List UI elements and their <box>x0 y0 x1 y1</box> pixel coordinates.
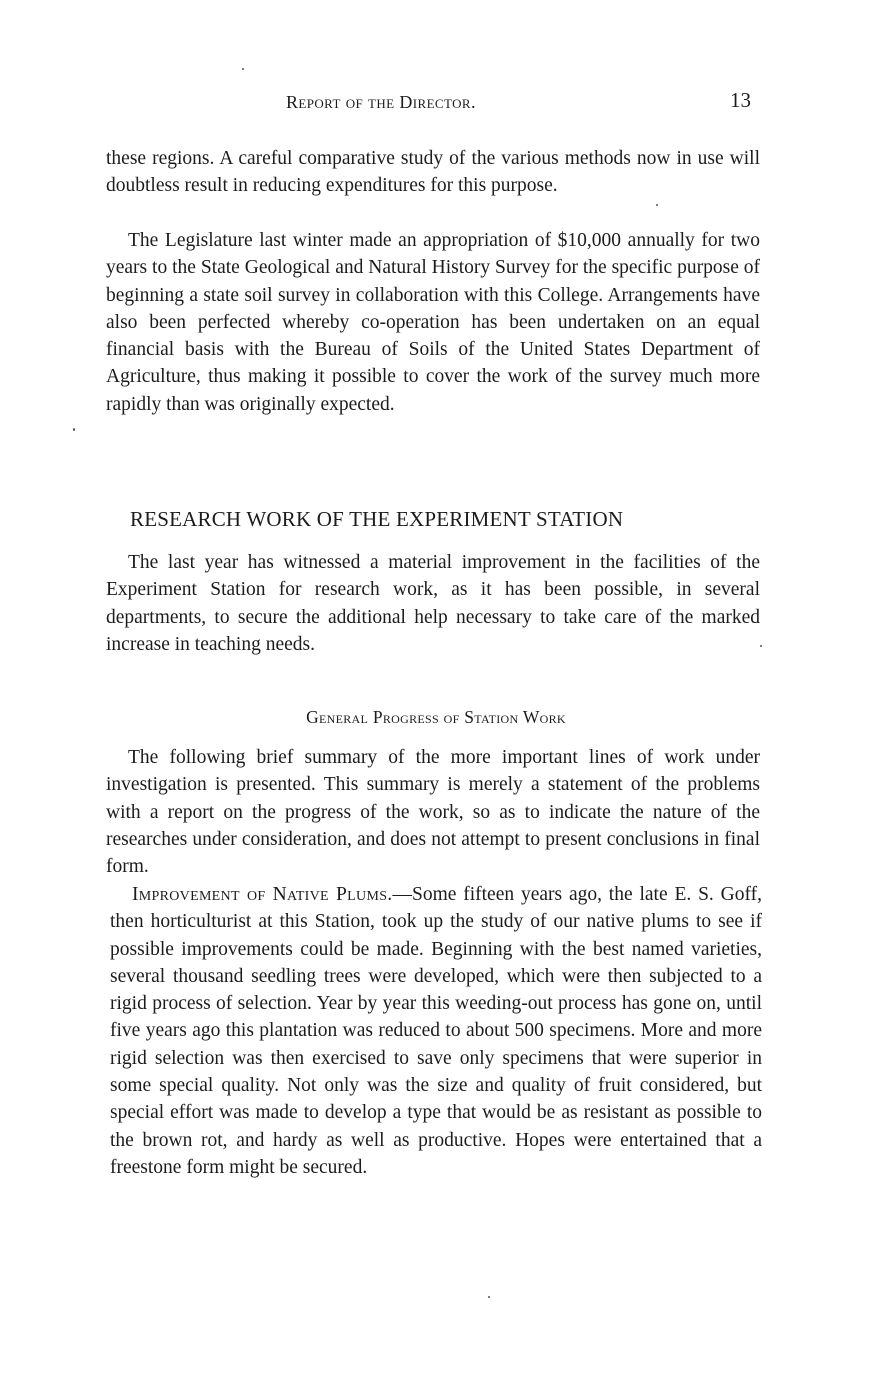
running-title: Report of the Director. <box>286 92 476 112</box>
scan-speck <box>242 68 244 70</box>
running-header <box>0 86 896 118</box>
scan-speck <box>488 1296 490 1298</box>
scan-speck <box>73 428 75 431</box>
paragraph-research-facilities: The last year has witnessed a material improvement in the facilities of the Experiment Station for research work, as it has been possible, in several departments, to secure the additional help necessary to take care of the marked increase in teaching needs. <box>106 552 760 655</box>
page-number: 13 <box>730 88 751 112</box>
section-heading: RESEARCH WORK OF THE EXPERIMENT STATION <box>130 507 624 531</box>
run-in-heading: Improvement of Native Plums. <box>132 884 393 905</box>
paragraph-soil-survey: The Legislature last winter made an appropriation of $10,000 annually for two years to the State Geological and Natural History Survey for the specific purpose of beginning a state soil survey in collaboration with this College. Arrangements have also been perfected whereby co-operation has been undertaken on an equal financial basis with the Bureau of Soils of the United States Department of Agriculture, thus making it possible to cover the work of the survey much more rapidly than was originally expected. <box>106 230 760 415</box>
scan-speck <box>656 204 658 206</box>
paragraph-summary-intro: The following brief summary of the more important lines of work under investigation is presented. This summary is merely a statement of the problems with a report on the progress of the work, so as to indicate the nature of the researches under consideration, and does not attempt to present conclusions in final form. <box>106 747 760 878</box>
subsection-heading: General Progress of Station Work <box>306 707 566 727</box>
paragraph-native-plums-text: —Some fifteen years ago, the late E. S. Goff, then horticulturist at this Station, took up the study of our native plums to see if possible improvements could be made. Beginning with the best named varieties, several thousand seedling trees were developed, which were then subjected to a rigid process of selection. Year by year this weeding-out process has gone on, until five years ago this plantation was reduced to about 500 specimens. More and more rigid selection was then exercised to save only specimens that were superior in some special quality. Not only was the size and quality of fruit considered, but special effort was made to develop a type that would be as resistant as possible to the brown rot, and hardy as well as productive. Hopes were entertained that a freestone form might be secured. <box>110 884 762 1178</box>
scan-speck <box>760 645 762 647</box>
paragraph-continuation: these regions. A careful comparative study of the various methods now in use will doubtless result in reducing expenditures for this purpose. <box>106 148 760 197</box>
paragraph-native-plums <box>110 881 762 1181</box>
